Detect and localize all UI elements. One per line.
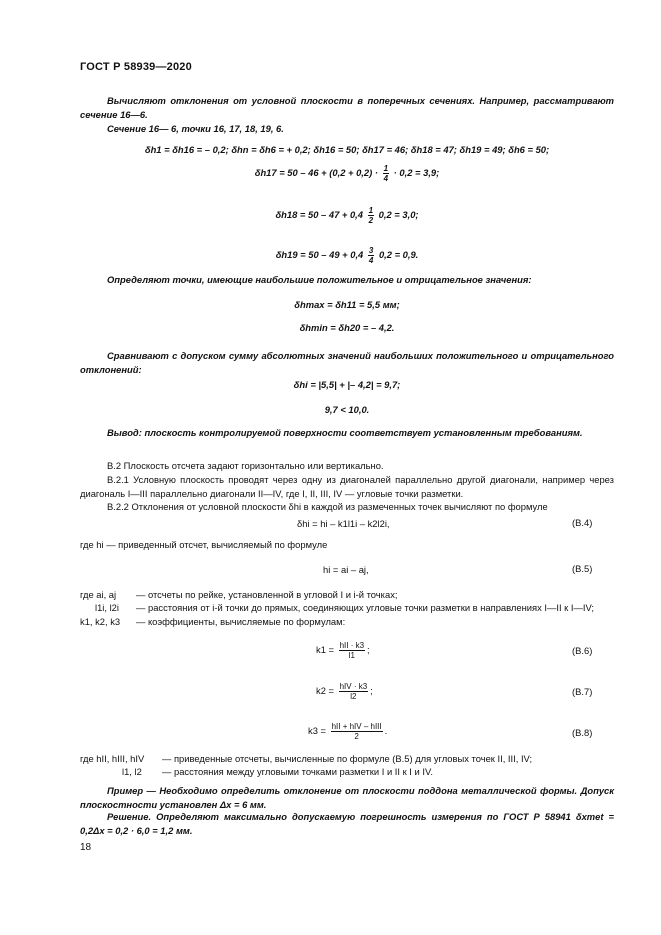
where-k-text: — коэффициенты, вычисляемые по формулам: [136, 616, 346, 627]
equation-inequality: 9,7 < 10,0. [324, 404, 370, 415]
fraction-denominator: 2 [354, 732, 359, 741]
formula-b8-left: k3 = [308, 724, 326, 736]
equation-h17 [80, 164, 614, 183]
formula-number-b7: (В.7) [572, 686, 593, 697]
formula-b6-tail: ; [367, 643, 370, 655]
document-code: ГОСТ Р 58939—2020 [80, 61, 192, 73]
where-l12-text: — расстояния между угловыми точками разметки I и II к I и IV. [162, 766, 433, 777]
solution-paragraph: Решение. Определяют максимально допускаемую погрешность измерения по ГОСТ Р 58941 δxmet = 0,2Δx = 0,2 · 6,0 = 1,2 мм. [80, 811, 614, 836]
formula-b4: δhi = hi – k1l1i – k2l2i, [297, 518, 390, 529]
fraction-numerator: hII + hIV – hIII [331, 722, 382, 731]
formula-number-b4: (В.4) [572, 517, 593, 528]
equation-h18 [80, 206, 614, 225]
fraction-numerator: hII · k3 [339, 641, 365, 650]
fraction-denominator: l2 [350, 692, 357, 701]
formula-b7 [316, 682, 373, 701]
clause-b22: В.2.2 Отклонения от условной плоскости δhi в каждой из размеченных точек вычисляют по формуле [107, 501, 548, 512]
formula-number-b8: (В.8) [572, 727, 593, 738]
fraction-h19 [368, 246, 374, 265]
where-a-symbols: где ai, aj [80, 589, 117, 600]
eq-h17-left: δh17 = 50 – 46 + (0,2 + 0,2) · [254, 166, 378, 178]
fraction-denominator: 2 [368, 216, 374, 225]
where-a-text: — отсчеты по рейке, установленной в угловой I и i-й точках; [136, 589, 398, 600]
eq-h17-right: · 0,2 = 3,9; [393, 166, 440, 178]
fraction-denominator: l1 [348, 651, 355, 660]
where-l-symbols: l1i, l2i [95, 602, 119, 613]
fraction-numerator: 3 [368, 246, 374, 255]
formula-b7-left: k2 = [316, 684, 334, 696]
where-l-text: — расстояния от i-й точки до прямых, соединяющих угловые точки разметки в направлениях I—II к I—IV; [136, 602, 594, 613]
section-line: Сечение 16— 6, точки 16, 17, 18, 19, 6. [107, 123, 284, 134]
where-h-symbols: где hII, hIII, hIV [80, 753, 145, 764]
eq-h19-left: δh19 = 50 – 49 + 0,4 [275, 248, 364, 260]
conclusion-paragraph: Вывод: плоскость контролируемой поверхности соответствует установленным требованиям. [107, 427, 583, 438]
formula-b7-tail: ; [370, 684, 373, 696]
page-number: 18 [80, 842, 92, 853]
formula-b6-left: k1 = [316, 643, 334, 655]
fraction-k1 [339, 641, 365, 660]
equation-h19 [80, 246, 614, 265]
equation-hmax: δhmax = δh11 = 5,5 мм; [294, 299, 400, 310]
formula-b6 [316, 641, 370, 660]
fraction-h18 [368, 206, 374, 225]
extreme-intro: Определяют точки, имеющие наибольшие положительное и отрицательное значения: [107, 274, 532, 285]
formula-b8 [308, 722, 387, 741]
where-l12-symbols: l1, l2 [122, 766, 142, 777]
eq-h18-left: δh18 = 50 – 47 + 0,4 [275, 208, 363, 220]
fraction-denominator: 4 [383, 174, 389, 183]
eq-h19-right: 0,2 = 0,9. [378, 248, 419, 260]
fraction-h17 [383, 164, 389, 183]
fraction-numerator: 1 [368, 206, 374, 215]
equation-hmin: δhmin = δh20 = – 4,2. [299, 322, 395, 333]
equation-sum: δhi = |5,5| + |– 4,2| = 9,7; [293, 379, 401, 390]
fraction-denominator: 4 [368, 256, 374, 265]
formula-number-b5: (В.5) [572, 563, 593, 574]
where-h-text: — приведенные отсчеты, вычисленные по формуле (В.5) для угловых точек II, III, IV; [162, 753, 533, 764]
intro-paragraph: Вычисляют отклонения от условной плоскости в поперечных сечениях. Например, рассматривают сечение 16—6. [80, 95, 614, 120]
equation-deviations: δh1 = δh16 = – 0,2; δhn = δh6 = + 0,2; δh16 = 50; δh17 = 46; δh18 = 47; δh19 = 49; δh6 = 50; [144, 144, 550, 155]
clause-b21: В.2.1 Условную плоскость проводят через одну из диагоналей параллельно другой диагонали, например через диагональ I—III параллельно диагонали II—IV, где I, II, III, IV — угловые точки разметки. [80, 474, 614, 499]
clause-b2: В.2 Плоскость отсчета задают горизонтально или вертикально. [107, 460, 384, 471]
where-k-symbols: k1, k2, k3 [80, 616, 121, 627]
formula-b5: hi = ai – aj, [323, 564, 369, 575]
fraction-numerator: 1 [383, 164, 389, 173]
fraction-k2 [339, 682, 369, 701]
where-hi: где hi — приведенный отсчет, вычисляемый по формуле [80, 539, 328, 550]
fraction-k3 [331, 722, 383, 741]
compare-paragraph: Сравнивают с допуском сумму абсолютных значений наибольших положительного и отрицательного отклонений: [80, 350, 614, 375]
formula-b8-tail: . [384, 724, 388, 736]
example-paragraph: Пример — Необходимо определить отклонение от плоскости поддона металлической формы. Допуск плоскостности установлен Δx = 6 мм. [80, 785, 614, 810]
fraction-numerator: hIV · k3 [339, 682, 368, 691]
eq-h18-right: 0,2 = 3,0; [378, 208, 419, 220]
formula-number-b6: (В.6) [572, 645, 593, 656]
